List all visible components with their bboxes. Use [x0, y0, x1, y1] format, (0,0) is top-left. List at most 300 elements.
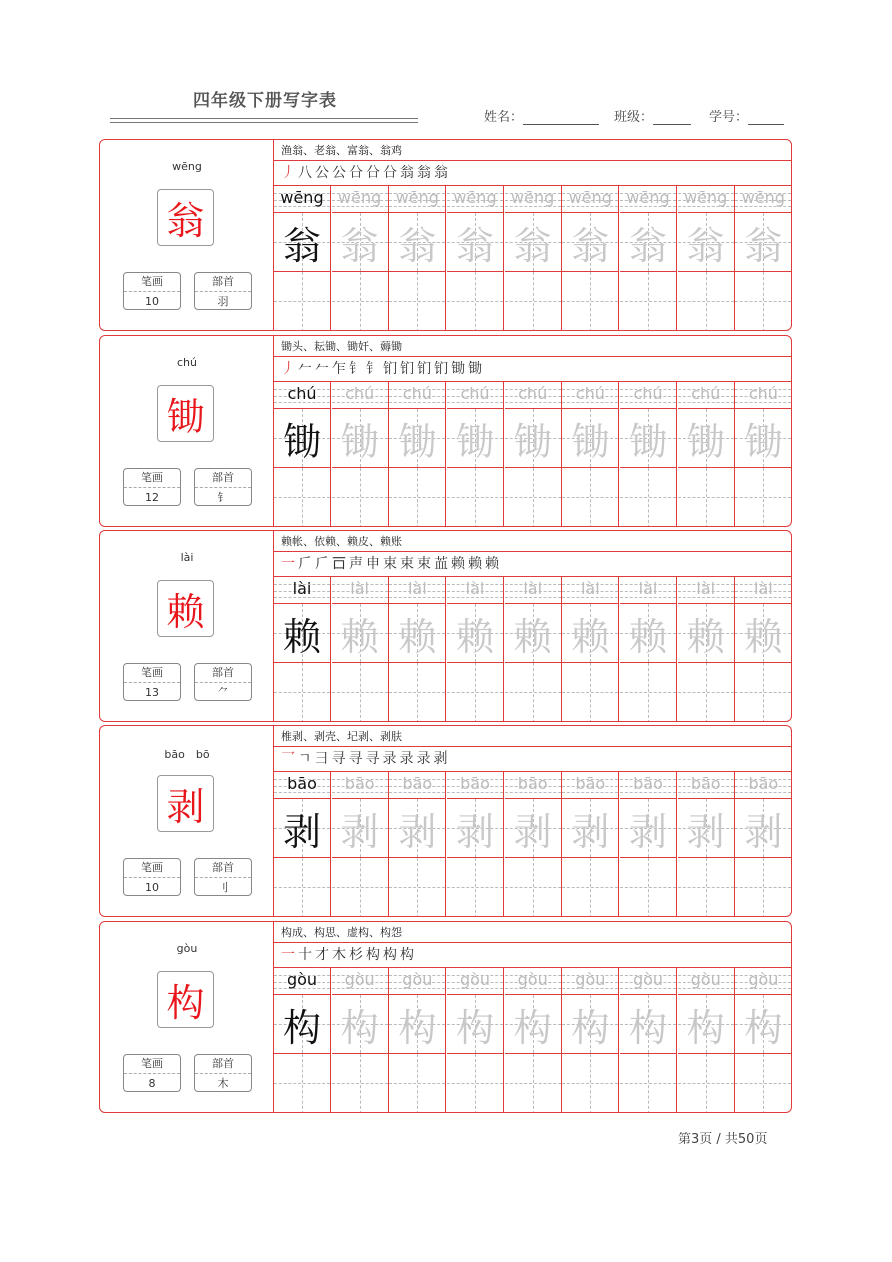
hanzi-cell[interactable]: [620, 409, 677, 468]
example-words: 椎剥、剥壳、圮剥、剥肤: [274, 726, 792, 747]
hanzi-cell[interactable]: [562, 409, 619, 468]
stroke-step: 剥: [433, 751, 451, 767]
pinyin-text: wēng: [453, 188, 497, 207]
hanzi-text: 翁: [629, 224, 668, 268]
blank-hanzi-cell[interactable]: [332, 1054, 389, 1113]
pinyin-cell[interactable]: [562, 577, 619, 604]
hanzi-cell[interactable]: [447, 604, 504, 663]
stroke-step: 彐: [314, 751, 332, 767]
hanzi-cell[interactable]: [562, 799, 619, 858]
pinyin-text: gòu: [748, 970, 779, 989]
stroke-step: 㕣: [383, 165, 400, 181]
character-card: [100, 140, 274, 330]
pinyin-text: bāo: [460, 774, 490, 793]
character-card: [100, 726, 274, 916]
stroke-step: 赖: [451, 556, 468, 572]
stroke-step: 𠮛: [332, 556, 349, 572]
stroke-step: 翁: [400, 165, 417, 181]
stroke-step: 赖: [485, 556, 502, 572]
example-words: 锄头、耘锄、锄奸、薅锄: [274, 336, 792, 357]
character-block: [99, 530, 792, 722]
pinyin-text: gòu: [286, 970, 318, 989]
blank-hanzi-cell[interactable]: [274, 858, 331, 917]
stroke-step: 录: [399, 751, 417, 767]
hanzi-cell[interactable]: [274, 604, 331, 663]
pinyin-text: lài: [580, 579, 600, 598]
blank-hanzi-cell[interactable]: [447, 468, 504, 527]
hanzi-text: 构: [282, 1006, 321, 1050]
hanzi-cell[interactable]: [505, 409, 562, 468]
stroke-step: 木: [332, 947, 349, 963]
hanzi-text: 剥: [571, 810, 610, 854]
blank-hanzi-cell[interactable]: [332, 468, 389, 527]
stroke-step: 公: [315, 165, 332, 181]
pinyin-cell[interactable]: [678, 382, 735, 409]
stroke-step: 一: [281, 947, 298, 963]
hanzi-text: 构: [513, 1006, 552, 1050]
hanzi-cell[interactable]: [678, 213, 735, 272]
stroke-step: 才: [315, 947, 332, 963]
hanzi-text: 翁: [571, 224, 610, 268]
blank-hanzi-cell[interactable]: [678, 272, 735, 331]
stroke-count-box: [123, 663, 181, 701]
hanzi-cell[interactable]: [447, 409, 504, 468]
pinyin-cell[interactable]: [735, 968, 792, 995]
blank-hanzi-cell[interactable]: [389, 468, 446, 527]
stroke-order: [274, 747, 792, 772]
pinyin-cell[interactable]: [447, 186, 504, 213]
blank-hanzi-cell[interactable]: [389, 1054, 446, 1113]
blank-hanzi-cell[interactable]: [274, 272, 331, 331]
stroke-count-box: [123, 272, 181, 310]
hanzi-text: 锄: [571, 420, 610, 464]
stroke-step: 十: [298, 947, 315, 963]
pinyin-cell[interactable]: [389, 968, 446, 995]
pinyin-text: chú: [460, 384, 490, 403]
stroke-step: 束: [400, 556, 417, 572]
blank-hanzi-cell[interactable]: [620, 1054, 677, 1113]
radical-box: [194, 468, 252, 506]
stroke-step: 乛: [281, 751, 298, 767]
blank-hanzi-cell[interactable]: [505, 663, 562, 722]
character-card: [100, 531, 274, 721]
blank-hanzi-cell[interactable]: [505, 272, 562, 331]
number-blank[interactable]: [748, 110, 784, 125]
pinyin-cell[interactable]: [562, 968, 619, 995]
radical-box: [194, 663, 252, 701]
class-label: 班级：: [614, 110, 654, 125]
stroke-step: 束: [417, 556, 434, 572]
blank-hanzi-cell[interactable]: [678, 1054, 735, 1113]
blank-hanzi-cell[interactable]: [678, 468, 735, 527]
stroke-count-label: 笔画: [124, 859, 180, 878]
pinyin-text: lài: [638, 579, 658, 598]
pinyin-cell[interactable]: [447, 772, 504, 799]
pinyin-text: chú: [402, 384, 432, 403]
pinyin-cell[interactable]: [389, 382, 446, 409]
blank-hanzi-cell[interactable]: [274, 468, 331, 527]
hanzi-text: 赖: [686, 615, 725, 659]
pinyin-text: chú: [287, 384, 317, 403]
pinyin-cell[interactable]: [620, 382, 677, 409]
pinyin-cell[interactable]: [332, 968, 389, 995]
character-card: [100, 922, 274, 1112]
stroke-step: 八: [298, 165, 315, 181]
blank-hanzi-cell[interactable]: [389, 858, 446, 917]
pinyin-cell[interactable]: [562, 772, 619, 799]
hanzi-text: 赖: [455, 615, 494, 659]
pinyin-cell[interactable]: [678, 577, 735, 604]
card-character: 锄: [157, 385, 214, 442]
hanzi-cell[interactable]: [389, 604, 446, 663]
hanzi-cell[interactable]: [447, 995, 504, 1054]
pinyin-cell[interactable]: [274, 577, 331, 604]
character-block: [99, 725, 792, 917]
hanzi-text: 赖: [513, 615, 552, 659]
pinyin-text: gòu: [517, 970, 548, 989]
hanzi-cell[interactable]: [620, 604, 677, 663]
pinyin-cell[interactable]: [274, 772, 331, 799]
hanzi-cell[interactable]: [332, 995, 389, 1054]
hanzi-cell[interactable]: [274, 995, 331, 1054]
pinyin-cell[interactable]: [562, 382, 619, 409]
blank-hanzi-cell[interactable]: [735, 663, 792, 722]
pinyin-cell[interactable]: [620, 968, 677, 995]
hanzi-text: 剥: [282, 810, 321, 854]
stroke-step: 钔: [383, 361, 400, 377]
hanzi-cell[interactable]: [678, 409, 735, 468]
blank-hanzi-cell[interactable]: [447, 663, 504, 722]
blank-hanzi-cell[interactable]: [735, 1054, 792, 1113]
page-number: 第3页 / 共50页: [678, 1132, 768, 1147]
class-field[interactable]: [614, 106, 691, 125]
character-block: [99, 921, 792, 1113]
radical-label: 部首: [195, 664, 251, 683]
stroke-step: 丿: [281, 361, 298, 377]
stroke-step: 构: [400, 947, 417, 963]
pinyin-text: wēng: [684, 188, 728, 207]
hanzi-text: 锄: [340, 420, 379, 464]
blank-hanzi-cell[interactable]: [735, 858, 792, 917]
pinyin-text: lài: [754, 579, 773, 598]
hanzi-cell[interactable]: [332, 604, 389, 663]
writing-grid: [274, 186, 792, 331]
pinyin-cell[interactable]: [678, 772, 735, 799]
radical-box: [194, 1054, 252, 1092]
pinyin-cell[interactable]: [332, 186, 389, 213]
pinyin-cell[interactable]: [332, 772, 389, 799]
stroke-step: 一: [281, 556, 298, 572]
blank-hanzi-cell[interactable]: [274, 663, 331, 722]
pinyin-cell[interactable]: [505, 382, 562, 409]
stroke-order: [274, 161, 792, 186]
practice-area: [274, 336, 792, 526]
pinyin-text: chú: [575, 384, 605, 403]
blank-hanzi-cell[interactable]: [620, 858, 677, 917]
pinyin-text: chú: [345, 384, 375, 403]
pinyin-text: gòu: [402, 970, 433, 989]
pinyin-text: gòu: [690, 970, 721, 989]
stroke-count-box: [123, 468, 181, 506]
stroke-step: 钔: [400, 361, 417, 377]
hanzi-cell[interactable]: [678, 799, 735, 858]
hanzi-cell[interactable]: [332, 409, 389, 468]
hanzi-cell[interactable]: [505, 604, 562, 663]
pinyin-text: wēng: [511, 188, 555, 207]
stroke-step: 构: [366, 947, 383, 963]
hanzi-text: 剥: [513, 810, 552, 854]
stroke-count-value: 8: [148, 1077, 156, 1090]
pinyin-cell[interactable]: [389, 772, 446, 799]
hanzi-cell[interactable]: [620, 213, 677, 272]
pinyin-cell[interactable]: [505, 968, 562, 995]
blank-hanzi-cell[interactable]: [562, 272, 619, 331]
stroke-count-box: [123, 858, 181, 896]
stroke-step: 公: [332, 165, 349, 181]
pinyin-text: bāo: [633, 774, 663, 793]
hanzi-cell[interactable]: [562, 213, 619, 272]
blank-hanzi-cell[interactable]: [332, 858, 389, 917]
blank-hanzi-cell[interactable]: [735, 272, 792, 331]
pinyin-cell[interactable]: [389, 577, 446, 604]
hanzi-text: 赖: [340, 615, 379, 659]
hanzi-cell[interactable]: [332, 799, 389, 858]
hanzi-text: 锄: [513, 420, 552, 464]
pinyin-cell[interactable]: [735, 577, 792, 604]
hanzi-text: 锄: [282, 420, 321, 464]
card-character: 翁: [157, 189, 214, 246]
pinyin-text: bāo: [575, 774, 606, 793]
pinyin-text: lài: [407, 579, 427, 598]
blank-hanzi-cell[interactable]: [678, 858, 735, 917]
blank-hanzi-cell[interactable]: [505, 858, 562, 917]
stroke-step: 钅: [366, 361, 383, 377]
pinyin-cell[interactable]: [505, 186, 562, 213]
pinyin-text: bāo: [690, 774, 721, 793]
blank-hanzi-cell[interactable]: [620, 468, 677, 527]
hanzi-cell[interactable]: [735, 409, 792, 468]
pinyin-text: chú: [691, 384, 721, 403]
blank-hanzi-cell[interactable]: [332, 663, 389, 722]
stroke-step: 声: [349, 556, 366, 572]
class-blank[interactable]: [653, 110, 691, 125]
hanzi-text: 翁: [455, 224, 494, 268]
hanzi-text: 锄: [629, 420, 668, 464]
hanzi-text: 赖: [629, 615, 668, 659]
page-title: 四年级下册写字表: [193, 91, 337, 111]
stroke-count-box: [123, 1054, 181, 1092]
pinyin-cell[interactable]: [447, 577, 504, 604]
writing-grid: [274, 772, 792, 917]
hanzi-text: 构: [571, 1006, 610, 1050]
blank-hanzi-cell[interactable]: [562, 468, 619, 527]
stroke-step: 杉: [349, 947, 366, 963]
hanzi-cell[interactable]: [332, 213, 389, 272]
name-field[interactable]: [484, 106, 599, 125]
pinyin-text: chú: [748, 384, 778, 403]
pinyin-cell[interactable]: [447, 382, 504, 409]
hanzi-cell[interactable]: [735, 995, 792, 1054]
hanzi-cell[interactable]: [505, 799, 562, 858]
pinyin-text: lài: [350, 579, 369, 598]
blank-hanzi-cell[interactable]: [620, 663, 677, 722]
radical-value: 钅: [217, 491, 229, 504]
writing-grid: [274, 577, 792, 722]
hanzi-cell[interactable]: [389, 213, 446, 272]
stroke-order: [274, 552, 792, 577]
card-pinyin: chú: [177, 356, 197, 369]
blank-hanzi-cell[interactable]: [389, 272, 446, 331]
blank-hanzi-cell[interactable]: [620, 272, 677, 331]
hanzi-cell[interactable]: [620, 799, 677, 858]
hanzi-cell[interactable]: [389, 409, 446, 468]
pinyin-cell[interactable]: [274, 382, 331, 409]
hanzi-text: 构: [744, 1006, 783, 1050]
example-words: 赖帐、依赖、赖皮、赖账: [274, 531, 792, 552]
number-field[interactable]: [709, 106, 784, 125]
pinyin-cell[interactable]: [505, 772, 562, 799]
blank-hanzi-cell[interactable]: [447, 858, 504, 917]
pinyin-text: bāo: [287, 774, 317, 793]
hanzi-cell[interactable]: [505, 995, 562, 1054]
hanzi-text: 剥: [686, 810, 725, 854]
stroke-count-value: 12: [145, 491, 159, 504]
hanzi-cell[interactable]: [735, 604, 792, 663]
example-words: 构成、构思、虚构、构怨: [274, 922, 792, 943]
pinyin-cell[interactable]: [735, 382, 792, 409]
pinyin-text: wēng: [280, 188, 324, 207]
stroke-step: 翁: [417, 165, 434, 181]
card-character: 剥: [157, 775, 214, 832]
pinyin-text: lài: [465, 579, 485, 598]
pinyin-cell[interactable]: [620, 186, 677, 213]
name-label: 姓名：: [484, 110, 524, 125]
stroke-count-label: 笔画: [124, 1055, 180, 1074]
pinyin-text: gòu: [459, 970, 491, 989]
blank-hanzi-cell[interactable]: [562, 858, 619, 917]
blank-hanzi-cell[interactable]: [678, 663, 735, 722]
pinyin-cell[interactable]: [678, 186, 735, 213]
hanzi-cell[interactable]: [562, 604, 619, 663]
stroke-step: 寻: [365, 751, 383, 767]
hanzi-cell[interactable]: [447, 213, 504, 272]
pinyin-text: gòu: [575, 970, 606, 989]
practice-area: [274, 531, 792, 721]
blank-hanzi-cell[interactable]: [447, 1054, 504, 1113]
card-pinyin: bāo bō: [164, 748, 210, 761]
hanzi-cell[interactable]: [735, 799, 792, 858]
hanzi-text: 构: [455, 1006, 494, 1050]
pinyin-cell[interactable]: [735, 772, 792, 799]
pinyin-text: wēng: [741, 188, 785, 207]
stroke-count-label: 笔画: [124, 273, 180, 292]
pinyin-text: wēng: [338, 188, 382, 207]
pinyin-cell[interactable]: [447, 968, 504, 995]
blank-hanzi-cell[interactable]: [332, 272, 389, 331]
stroke-step: 寻: [331, 751, 349, 767]
hanzi-cell[interactable]: [389, 995, 446, 1054]
hanzi-cell[interactable]: [274, 799, 331, 858]
stroke-step: 乍: [332, 361, 349, 377]
stroke-count-label: 笔画: [124, 664, 180, 683]
character-block: [99, 335, 792, 527]
hanzi-cell[interactable]: [274, 409, 331, 468]
character-card: [100, 336, 274, 526]
writing-grid: [274, 382, 792, 527]
hanzi-cell[interactable]: [620, 995, 677, 1054]
stroke-count-label: 笔画: [124, 469, 180, 488]
stroke-step: 䒸: [434, 556, 451, 572]
hanzi-text: 翁: [340, 224, 379, 268]
name-blank[interactable]: [523, 110, 599, 125]
blank-hanzi-cell[interactable]: [505, 468, 562, 527]
hanzi-text: 赖: [571, 615, 610, 659]
practice-area: [274, 140, 792, 330]
hanzi-text: 剥: [398, 810, 437, 854]
pinyin-cell[interactable]: [274, 186, 331, 213]
hanzi-cell[interactable]: [389, 799, 446, 858]
pinyin-cell[interactable]: [620, 577, 677, 604]
hanzi-text: 赖: [398, 615, 437, 659]
stroke-order: [274, 357, 792, 382]
pinyin-cell[interactable]: [389, 186, 446, 213]
pinyin-cell[interactable]: [274, 968, 331, 995]
pinyin-cell[interactable]: [505, 577, 562, 604]
blank-hanzi-cell[interactable]: [505, 1054, 562, 1113]
radical-label: 部首: [195, 273, 251, 292]
pinyin-cell[interactable]: [332, 577, 389, 604]
pinyin-text: bāo: [402, 774, 433, 793]
hanzi-cell[interactable]: [562, 995, 619, 1054]
stroke-step: 录: [416, 751, 434, 767]
stroke-step: 翁: [434, 165, 451, 181]
card-pinyin: lài: [180, 551, 194, 564]
hanzi-cell[interactable]: [447, 799, 504, 858]
practice-area: [274, 922, 792, 1112]
hanzi-text: 锄: [455, 420, 494, 464]
blank-hanzi-cell[interactable]: [562, 1054, 619, 1113]
stroke-count-value: 10: [145, 881, 159, 894]
hanzi-cell[interactable]: [678, 604, 735, 663]
hanzi-text: 锄: [744, 420, 783, 464]
blank-hanzi-cell[interactable]: [274, 1054, 331, 1113]
pinyin-cell[interactable]: [332, 382, 389, 409]
card-character: 赖: [157, 580, 214, 637]
hanzi-text: 剥: [455, 810, 494, 854]
hanzi-cell[interactable]: [505, 213, 562, 272]
blank-hanzi-cell[interactable]: [562, 663, 619, 722]
pinyin-cell[interactable]: [562, 186, 619, 213]
hanzi-cell[interactable]: [678, 995, 735, 1054]
pinyin-text: lài: [696, 579, 716, 598]
pinyin-cell[interactable]: [735, 186, 792, 213]
hanzi-text: 剥: [629, 810, 668, 854]
hanzi-text: 翁: [744, 224, 783, 268]
pinyin-text: lài: [292, 579, 312, 598]
radical-label: 部首: [195, 1055, 251, 1074]
blank-hanzi-cell[interactable]: [389, 663, 446, 722]
hanzi-cell[interactable]: [735, 213, 792, 272]
blank-hanzi-cell[interactable]: [735, 468, 792, 527]
hanzi-cell[interactable]: [274, 213, 331, 272]
stroke-step: 钔: [417, 361, 434, 377]
blank-hanzi-cell[interactable]: [447, 272, 504, 331]
pinyin-cell[interactable]: [678, 968, 735, 995]
stroke-step: 钅: [349, 361, 366, 377]
card-character: 构: [157, 971, 214, 1028]
stroke-order: [274, 943, 792, 968]
pinyin-cell[interactable]: [620, 772, 677, 799]
